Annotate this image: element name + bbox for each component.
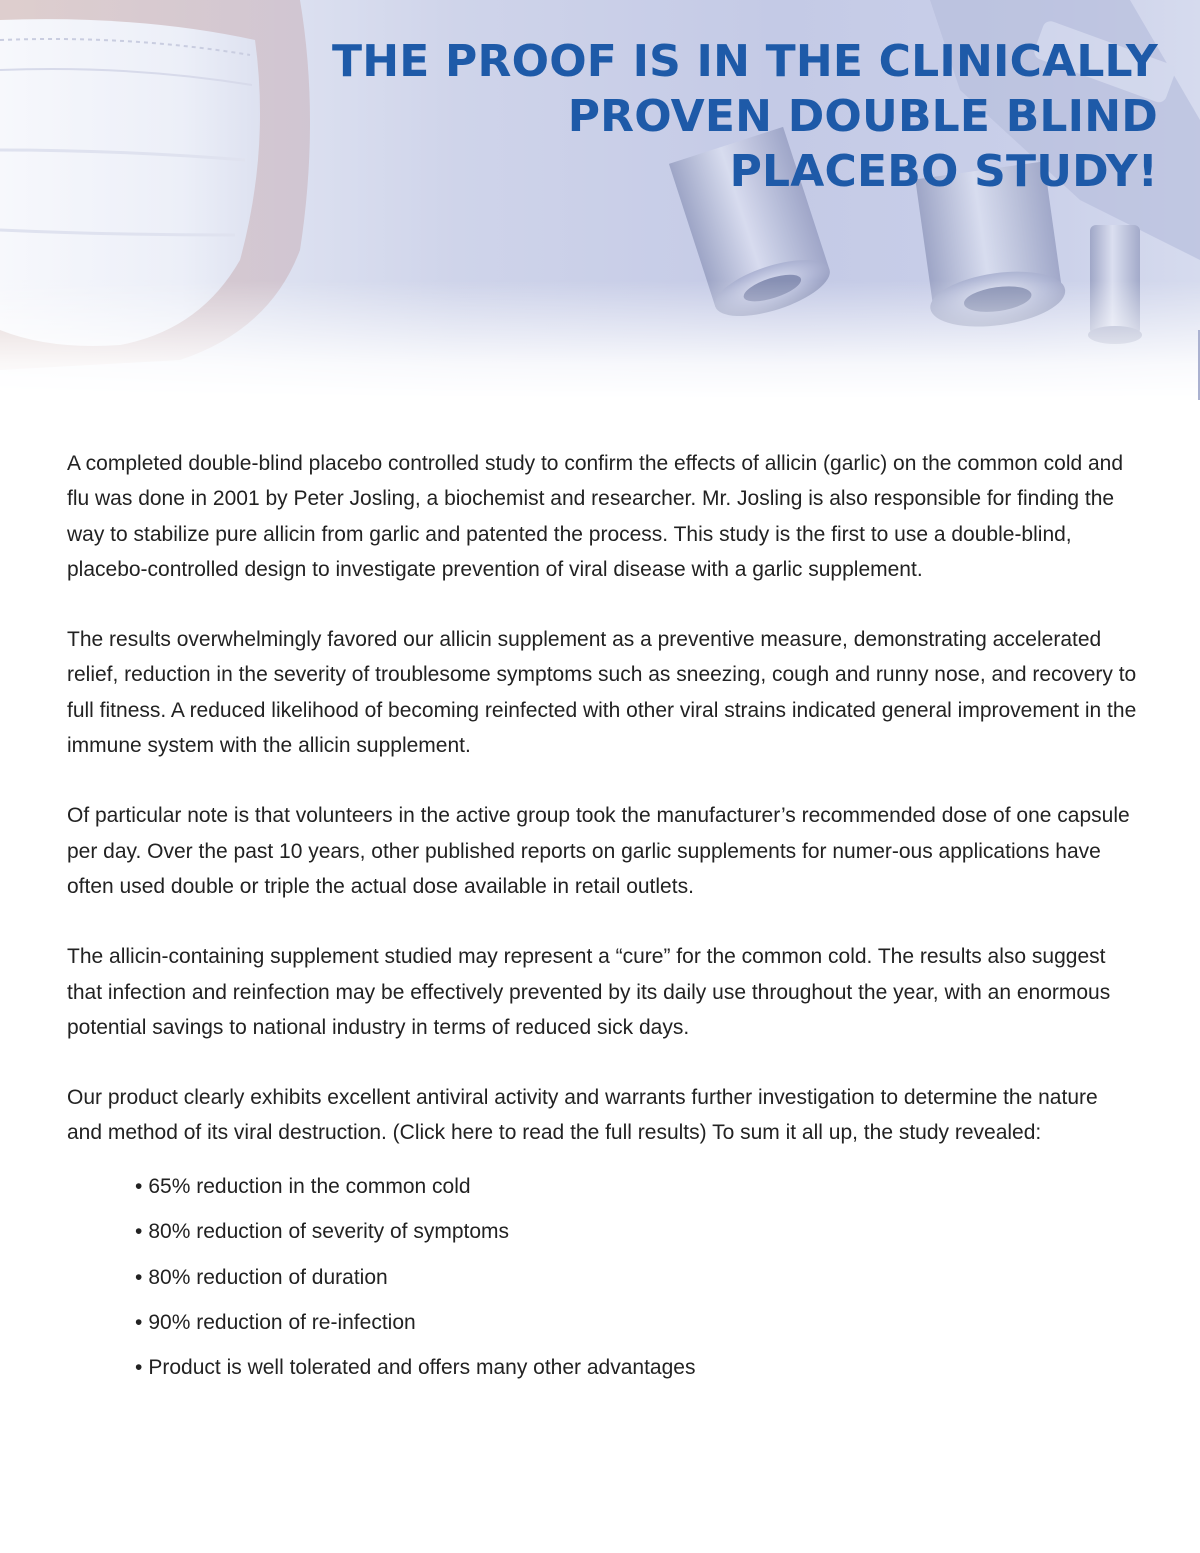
bullet-icon: • <box>135 1174 143 1198</box>
page-title-line-2: PROVEN DOUBLE BLIND <box>567 91 1158 142</box>
bullet-icon: • <box>135 1265 143 1289</box>
list-item <box>135 1255 1137 1300</box>
bullet-icon: • <box>135 1310 143 1334</box>
list-item-text: 65% reduction in the common cold <box>148 1174 471 1198</box>
paragraph-study-overview: A completed double-blind placebo controlled study to confirm the effects of allicin (garlic) on the common cold and flu was done in 2001 by Peter Josling, a biochemist and researcher. Mr. Josling is also responsible for finding the way to stabilize pure allicin from garlic and patented the process. This study is the first to use a double-blind, placebo-controlled design to investigate prevention of viral disease with a garlic supplement. <box>67 452 1124 581</box>
paragraph-summary[interactable]: Our product clearly exhibits excellent antiviral activity and warrants further investigation to determine the nature and method of its viral destruction. (Click here to read the full results) To sum it all up, the study revealed: <box>67 1086 1098 1145</box>
list-item-text: 80% reduction of duration <box>148 1265 388 1289</box>
list-item <box>135 1345 1137 1390</box>
list-item <box>135 1164 1137 1209</box>
list-item-text: 80% reduction of severity of symptoms <box>148 1220 510 1244</box>
page-title <box>258 34 1158 199</box>
bullet-icon: • <box>135 1220 143 1244</box>
bullet-icon: • <box>135 1356 143 1380</box>
list-item <box>135 1209 1137 1254</box>
paragraph-cure: The allicin-containing supplement studied may represent a “cure” for the common cold. The results also suggest that infection and reinfection may be effectively prevented by its daily use throughout the year, with an enormous potential savings to national industry in terms of reduced sick days. <box>67 945 1111 1039</box>
page-title-line-3: PLACEBO STUDY! <box>729 146 1158 197</box>
paragraph-results: The results overwhelmingly favored our allicin supplement as a preventive measure, demonstrating accelerated relief, reduction in the severity of troublesome symptoms such as sneezing, cough and runny nose, and recovery to full fitness. A reduced likelihood of becoming reinfected with other viral strains indicated general improvement in the immune system with the allicin supplement. <box>67 628 1137 758</box>
list-item <box>135 1300 1137 1345</box>
page-title-line-1: THE PROOF IS IN THE CLINICALLY <box>332 36 1158 87</box>
list-item-text: Product is well tolerated and offers many other advantages <box>148 1356 696 1380</box>
article-body <box>67 446 1137 1391</box>
list-item-text: 90% reduction of re-infection <box>148 1310 416 1334</box>
paragraph-dosage-note: Of particular note is that volunteers in the active group took the manufacturer’s recommended dose of one capsule per day. Over the past 10 years, other published reports on garlic supplements for numer-ous applications have often used double or triple the actual dose available in retail outlets. <box>67 804 1130 898</box>
banner-fade <box>0 280 1200 400</box>
results-list <box>135 1164 1137 1391</box>
